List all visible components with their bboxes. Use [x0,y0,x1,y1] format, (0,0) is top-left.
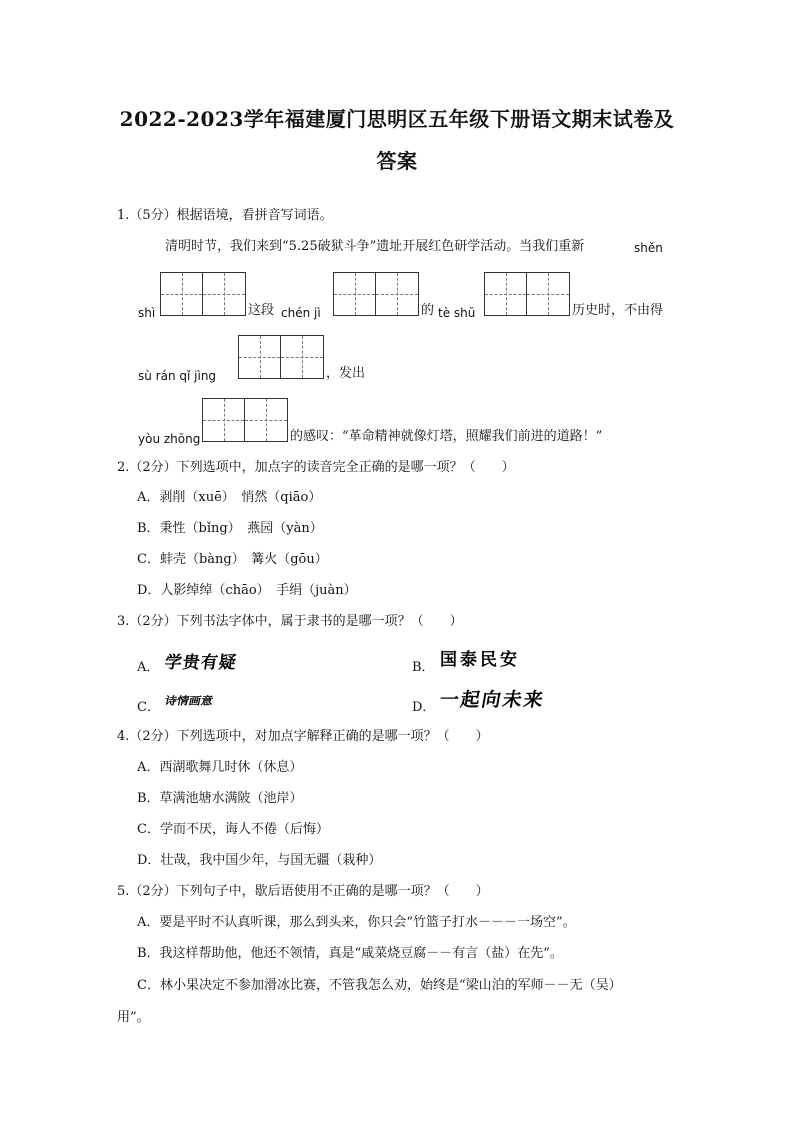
answer-grid-chenji[interactable] [333,272,419,316]
q3-calligraphy-d: 一起向未来 [437,689,547,711]
paper-title-line2: 答案 [376,149,418,173]
q5-option-a[interactable]: A．要是平时不认真听课，那么到头来，你只会“竹篮子打水－－－一场空”。 [137,915,576,930]
pinyin-shen: shěn [634,241,663,255]
q3-option-a-label[interactable]: A． [137,660,160,675]
grid-cell[interactable] [281,336,323,378]
q1-stem: 1.（5分）根据语境，看拼音写词语。 [117,208,333,223]
q5-option-c-continued: 用”。 [117,1010,150,1025]
grid-cell[interactable] [334,273,376,315]
q3-calligraphy-a: 学贵有疑 [163,653,239,673]
paper-title-line1: 2022-2023学年福建厦门思明区五年级下册语文期末试卷及 [119,107,675,131]
q2-option-c[interactable]: C．蚌壳（bàng） 篝火（gōu） [137,552,328,567]
q1-text-lishi: 历史时，不由得 [572,303,664,318]
q3-option-b-label[interactable]: B． [412,660,435,675]
q1-text-de: 的 [421,303,435,318]
q2-stem: 2.（2分）下列选项中，加点字的读音完全正确的是哪一项？（ ） [117,460,515,475]
pinyin-teshu: tè shū [438,306,476,320]
q4-option-b[interactable]: B．草满池塘水满陂（池岸） [137,791,303,806]
grid-cell[interactable] [161,273,203,315]
grid-cell[interactable] [527,273,569,315]
grid-cell[interactable] [203,399,245,441]
answer-grid-shenshi[interactable] [160,272,246,316]
answer-grid-suranqijing[interactable] [238,335,324,379]
q2-option-a[interactable]: A．剥削（xuē） 悄然（qiāo） [137,490,322,505]
q3-option-c-label[interactable]: C． [137,700,160,715]
q3-calligraphy-b: 国泰民安 [440,650,520,670]
q5-stem: 5.（2分）下列句子中，歇后语使用不正确的是哪一项？（ ） [117,884,489,899]
grid-cell[interactable] [239,336,281,378]
q1-intro: 清明时节，我们来到“5.25破狱斗争”遗址开展红色研学活动。当我们重新 [165,239,585,254]
pinyin-shi: shì [138,306,156,320]
q3-stem: 3.（2分）下列书法字体中，属于隶书的是哪一项？（ ） [117,614,463,629]
pinyin-youzhong: yòu zhōng [138,432,201,446]
q5-option-b[interactable]: B．我这样帮助他，他还不领情，真是“咸菜烧豆腐－－有言（盐）在先”。 [137,946,563,961]
q1-text-end: 的感叹：“革命精神就像灯塔，照耀我们前进的道路！” [290,429,603,444]
q4-stem: 4.（2分）下列选项中，对加点字解释正确的是哪一项？（ ） [117,729,489,744]
q3-calligraphy-c: 诗情画意 [163,694,215,708]
q3-option-d-label[interactable]: D． [412,700,436,715]
answer-grid-teshu[interactable] [484,272,570,316]
pinyin-chenji: chén jì [281,306,321,320]
q4-option-a[interactable]: A．西湖歌舞几时休（休息） [137,760,303,775]
answer-grid-youzhong[interactable] [202,398,288,442]
pinyin-suranqijing: sù rán qǐ jìng [138,369,217,383]
q1-text-zhe: 这段 [248,303,275,318]
grid-cell[interactable] [376,273,418,315]
grid-cell[interactable] [245,399,287,441]
q2-option-d[interactable]: D．人影绰绰（chāo） 手绢（juàn） [137,583,357,598]
grid-cell[interactable] [203,273,245,315]
q4-option-c[interactable]: C．学而不厌，诲人不倦（后悔） [137,822,329,837]
q5-option-c[interactable]: C．林小果决定不参加滑冰比赛，不管我怎么劝，始终是“梁山泊的军师－－无（吴） [137,978,622,993]
q4-option-d[interactable]: D．壮哉，我中国少年，与国无疆（栽种） [137,853,382,868]
grid-cell[interactable] [485,273,527,315]
q2-option-b[interactable]: B．秉性（bǐng） 燕园（yàn） [137,521,323,536]
q1-text-fachu: ，发出 [326,366,366,381]
